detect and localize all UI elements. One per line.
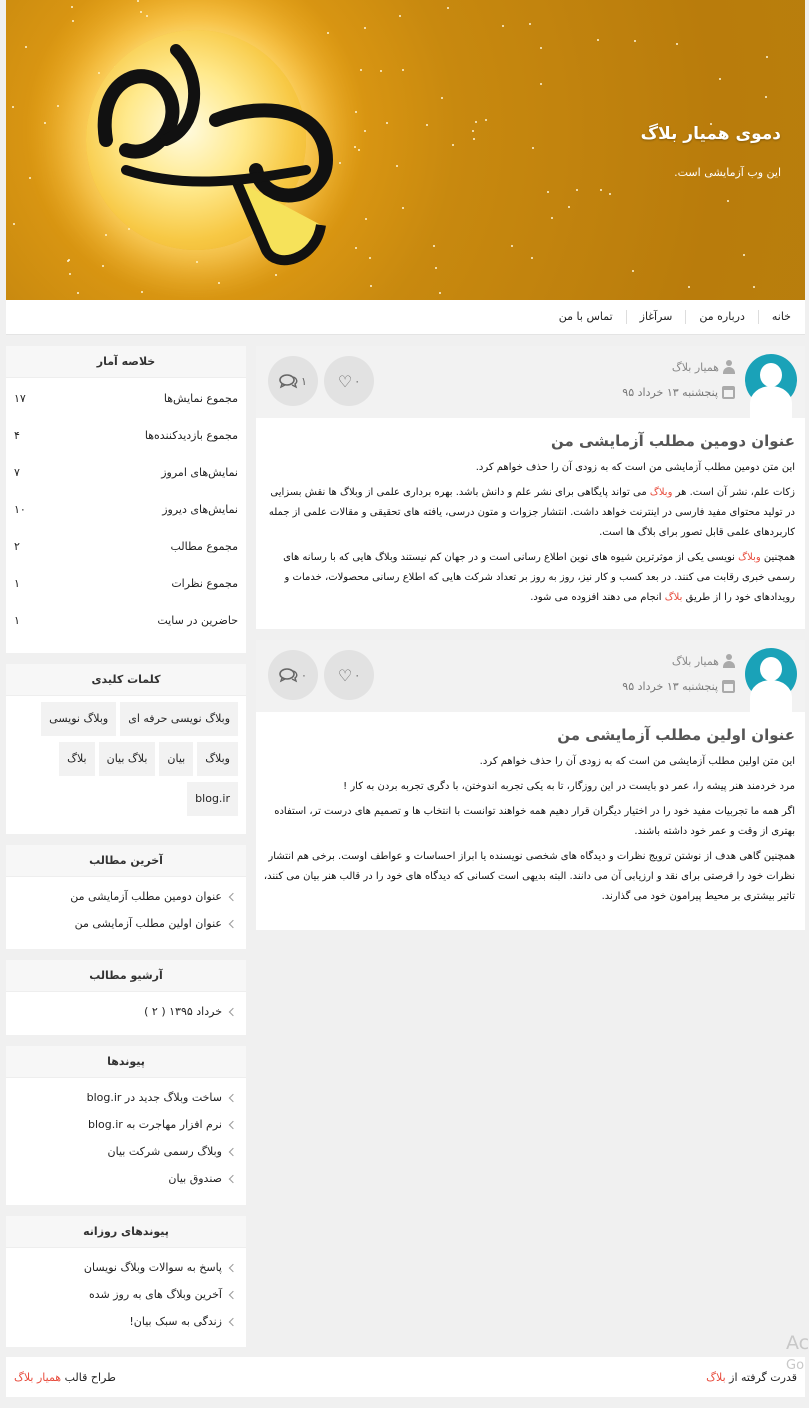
widget-title: آرشیو مطالب <box>6 960 246 992</box>
heart-icon: ♡ <box>337 665 353 685</box>
widget-title: کلمات کلیدی <box>6 664 246 696</box>
tag-link[interactable]: وبلاگ نویسی حرفه ای <box>120 702 238 736</box>
calendar-icon <box>722 680 735 693</box>
date-text: پنجشنبه ۱۳ خرداد ۹۵ <box>622 680 718 693</box>
post-paragraph: این متن دومین مطلب آزمایشی من است که به زودی آن را حذف خواهم کرد. <box>475 462 795 473</box>
stat-row <box>6 491 246 528</box>
user-icon <box>723 654 735 668</box>
star <box>141 291 143 293</box>
star <box>632 270 634 272</box>
list-item[interactable] <box>6 883 246 910</box>
star <box>137 0 139 2</box>
site-header <box>6 0 805 300</box>
ramadan-calligraphy-logo <box>66 20 366 280</box>
chevron-left-icon <box>229 1007 237 1015</box>
stat-value: ۴ <box>14 429 20 442</box>
post-author <box>672 360 735 374</box>
comment-count: ۰ <box>301 668 307 682</box>
like-button[interactable] <box>324 650 374 700</box>
site-description: این وب آزمایشی است. <box>674 166 781 179</box>
star <box>433 245 435 247</box>
avatar <box>745 354 797 406</box>
star <box>529 23 531 25</box>
chevron-left-icon <box>229 1263 237 1271</box>
list-item[interactable] <box>6 1281 246 1308</box>
tag-link[interactable]: بیان <box>159 742 193 776</box>
star <box>57 105 59 107</box>
heart-icon: ♡ <box>337 371 353 391</box>
post-header <box>256 346 805 418</box>
author-name[interactable]: همیار بلاگ <box>671 360 719 374</box>
tag-link[interactable]: بلاگ <box>59 742 94 776</box>
star <box>447 7 449 9</box>
stat-label: مجموع مطالب <box>170 540 238 553</box>
nav-item-home[interactable]: خانه <box>758 310 791 324</box>
powered-by: قدرت گرفته از بلاگ <box>706 1370 797 1384</box>
star <box>609 193 611 195</box>
widget-title: خلاصه آمار <box>6 346 246 378</box>
star <box>719 78 721 80</box>
post-date <box>622 680 735 693</box>
list-item-label: نرم افزار مهاجرت به blog.ir <box>87 1118 222 1131</box>
daily-links-widget <box>6 1216 246 1347</box>
nav-item-intro[interactable]: سرآغاز <box>626 310 686 324</box>
designer-link[interactable]: همیار بلاگ <box>14 1370 62 1384</box>
links-widget <box>6 1046 246 1205</box>
tag-link[interactable]: وبلاگ <box>197 742 238 776</box>
stat-row <box>6 417 246 454</box>
star <box>439 292 441 294</box>
chevron-left-icon <box>229 1317 237 1325</box>
post-date <box>622 386 735 399</box>
star <box>370 285 372 287</box>
star <box>402 207 404 209</box>
widget-title: آخرین مطالب <box>6 845 246 877</box>
star <box>402 69 404 71</box>
star <box>473 138 475 140</box>
post-title[interactable]: عنوان اولین مطلب آزمایشی من <box>557 726 795 744</box>
star <box>753 286 755 288</box>
powered-by-link[interactable]: بلاگ <box>706 1370 726 1384</box>
star <box>44 122 46 124</box>
stat-label: مجموع نظرات <box>171 577 238 590</box>
post-body <box>260 458 795 608</box>
star <box>452 144 454 146</box>
star <box>146 15 148 17</box>
star <box>472 130 474 132</box>
star <box>540 83 542 85</box>
designer-credit: طراح قالب همیار بلاگ <box>14 1370 116 1384</box>
comment-count: ۱ <box>301 374 307 388</box>
comment-button[interactable] <box>268 650 318 700</box>
list-item[interactable] <box>6 910 246 937</box>
list-item-label: وبلاگ رسمی شرکت بیان <box>107 1145 222 1158</box>
activation-watermark: Ac <box>786 1332 809 1354</box>
widget-title: پیوندهای روزانه <box>6 1216 246 1248</box>
star <box>540 47 542 49</box>
star <box>13 223 15 225</box>
post-paragraph: همچنین گاهی هدف از نوشتن ترویج نظرات و دیدگاه های شخصی نویسنده یا ابراز احساسات و عواطف اوست. برخی هم انتشار نظرات خود را فرصتی برای نقد و ارزیابی آن می دانند. البته بدیهی است کسانی که دیدگاه های خود را در قالب هنر بیان می کنند، تاثیر بیشتری بر محیط پیرامون خود می گذارند. <box>263 851 795 902</box>
star <box>597 39 599 41</box>
list-item-label: عنوان اولین مطلب آزمایشی من <box>74 917 222 930</box>
latest-posts-widget <box>6 845 246 949</box>
list-item[interactable] <box>6 998 246 1025</box>
list-item-label: پاسخ به سوالات وبلاگ نویسان <box>83 1261 222 1274</box>
tag-link[interactable]: blog.ir <box>187 782 238 816</box>
post-paragraph: این متن اولین مطلب آزمایشی من است که به زودی آن را حذف خواهم کرد. <box>479 756 795 767</box>
tag-link[interactable]: بلاگ بیان <box>99 742 156 776</box>
site-footer <box>6 1357 805 1397</box>
stat-row <box>6 565 246 602</box>
stat-row <box>6 380 246 417</box>
inline-link[interactable]: وبلاگ <box>649 487 673 498</box>
post-paragraph: مرد خردمند هنر پیشه را، عمر دو بایست در این روزگار، تا به یکی تجربه اندوختن، با دگری تجربه بردن به کار ! <box>343 781 795 792</box>
chevron-left-icon <box>229 1093 237 1101</box>
star <box>369 257 371 259</box>
star <box>396 165 398 167</box>
avatar <box>745 648 797 700</box>
calendar-icon <box>722 386 735 399</box>
comments-icon <box>279 374 299 388</box>
list-item[interactable] <box>6 1308 246 1335</box>
chevron-left-icon <box>229 1147 237 1155</box>
star <box>766 56 768 58</box>
stat-value: ۱ <box>14 577 20 590</box>
post-card <box>256 346 805 629</box>
activation-watermark-line2: Go <box>786 1358 805 1373</box>
list-item[interactable] <box>6 1084 246 1111</box>
star <box>380 70 382 72</box>
star <box>765 96 767 98</box>
list-item[interactable] <box>6 1111 246 1138</box>
star <box>29 177 31 179</box>
star <box>77 292 79 294</box>
star <box>386 122 388 124</box>
stat-value: ۱ <box>14 614 20 627</box>
star <box>532 147 534 149</box>
inline-link[interactable]: بلاگ <box>664 592 683 603</box>
list-item[interactable] <box>6 1165 246 1192</box>
stats-widget <box>6 346 246 653</box>
star <box>576 189 578 191</box>
stat-row <box>6 528 246 565</box>
list-item-label: آخرین وبلاگ های به روز شده <box>88 1288 222 1301</box>
chevron-left-icon <box>229 919 237 927</box>
main-nav <box>6 300 805 335</box>
star <box>511 245 513 247</box>
widget-title: پیوندها <box>6 1046 246 1078</box>
comment-button[interactable] <box>268 356 318 406</box>
chevron-left-icon <box>229 1290 237 1298</box>
chevron-left-icon <box>229 1120 237 1128</box>
post-author <box>672 654 735 668</box>
stat-label: مجموع بازدیدکننده‌ها <box>144 429 238 442</box>
archive-widget <box>6 960 246 1035</box>
star <box>435 267 437 269</box>
stat-label: حاضرین در سایت <box>157 614 238 627</box>
comments-icon <box>279 668 299 682</box>
star <box>218 282 220 284</box>
post-body <box>260 752 795 907</box>
tag-cloud <box>6 696 246 816</box>
user-icon <box>723 360 735 374</box>
chevron-left-icon <box>229 1174 237 1182</box>
star <box>568 206 570 208</box>
post-card <box>256 640 805 930</box>
stat-row <box>6 454 246 491</box>
author-name[interactable]: همیار بلاگ <box>671 654 719 668</box>
star <box>25 46 27 48</box>
nav-item-contact[interactable]: تماس با من <box>558 310 613 323</box>
list-item[interactable] <box>6 1254 246 1281</box>
star <box>547 191 549 193</box>
list-item-label: عنوان دومین مطلب آزمایشی من <box>70 890 222 903</box>
star <box>676 43 678 45</box>
inline-link[interactable]: وبلاگ <box>738 552 761 563</box>
tag-link[interactable]: وبلاگ نویسی <box>41 702 116 736</box>
stat-label: نمایش‌های امروز <box>161 466 238 479</box>
star <box>475 121 477 123</box>
date-text: پنجشنبه ۱۳ خرداد ۹۵ <box>622 386 718 399</box>
post-paragraph: زکات علم، نشر آن است. هر وبلاگ می تواند پایگاهی برای نشر علم و دانش باشد. بهره برداری علمی از وبلاگ ها نقش بسزایی در تولید محتوای مفید فارسی در اینترنت خواهد داشت. انتشار جزوات و متون درسی، یافته های تحقیقی و مقالات علمی از جمله کاربردهای علمی قابل تصور برای بلاگ ها است. <box>268 487 795 538</box>
star <box>71 6 73 8</box>
star <box>485 119 487 121</box>
like-count: ۰ <box>354 374 361 388</box>
star <box>140 11 142 13</box>
stat-value: ۲ <box>14 540 20 553</box>
list-item-label: خرداد ۱۳۹۵ ( ۲ ) <box>144 1005 222 1018</box>
chevron-left-icon <box>229 892 237 900</box>
star <box>688 286 690 288</box>
nav-item-about[interactable]: درباره من <box>685 310 757 324</box>
star <box>502 25 504 27</box>
post-paragraph: همچنین وبلاگ نویسی یکی از موثرترین شیوه های نوین اطلاع رسانی است و در جهان کم نیستند وبلاگ هایی که با رسانه های رسمی خبری رقابت می کنند. در بعد کسب و کار نیز، روز به روز بر تعداد شرکت هایی که اطلاع رسانی محصولات، خدمات و رویدادهای خود را از طریق بلاگ انجام می دهند افزوده می شود. <box>283 552 795 603</box>
star <box>551 217 553 219</box>
star <box>426 124 428 126</box>
star <box>634 40 636 42</box>
stat-label: مجموع نمایش‌ها <box>163 392 238 405</box>
post-title[interactable]: عنوان دومین مطلب آزمایشی من <box>551 432 795 450</box>
star <box>727 200 729 202</box>
star <box>743 254 745 256</box>
stat-value: ۱۷ <box>14 392 26 405</box>
list-item-label: ساخت وبلاگ جدید در blog.ir <box>86 1091 222 1104</box>
stat-value: ۱۰ <box>14 503 26 516</box>
post-header <box>256 640 805 712</box>
list-item[interactable] <box>6 1138 246 1165</box>
star <box>399 15 401 17</box>
star <box>441 97 443 99</box>
like-count: ۰ <box>354 668 361 682</box>
stat-label: نمایش‌های دیروز <box>162 503 238 516</box>
star <box>531 257 533 259</box>
star <box>600 189 602 191</box>
site-title[interactable]: دموی همیار بلاگ <box>640 124 781 144</box>
stat-value: ۷ <box>14 466 20 479</box>
post-paragraph: اگر همه ما تجربیات مفید خود را در اختیار دیگران قرار دهیم همه خواهند توانست با انتخاب ها و تصمیم های درست تر، استفاده بهتری از وقت و عمر خود داشته باشند. <box>274 806 795 837</box>
keywords-widget <box>6 664 246 834</box>
star <box>12 106 14 108</box>
like-button[interactable] <box>324 356 374 406</box>
stat-row <box>6 602 246 639</box>
list-item-label: صندوق بیان <box>168 1172 222 1185</box>
list-item-label: زندگی به سبک بیان! <box>129 1315 222 1328</box>
